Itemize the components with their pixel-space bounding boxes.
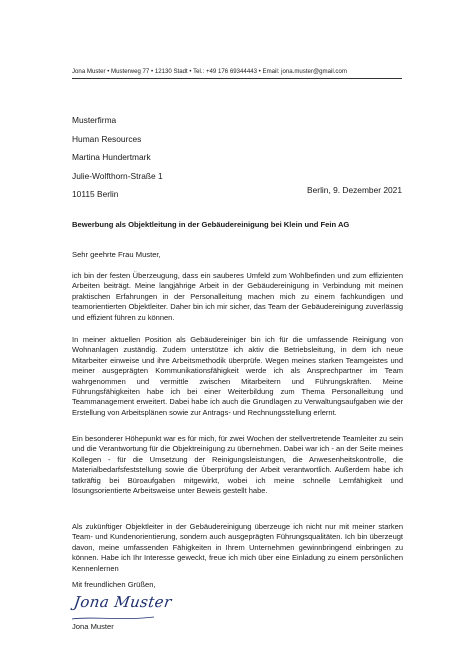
closing-phrase: Mit freundlichen Grüßen, (72, 580, 156, 589)
body-paragraph-2: In meiner aktuellen Position als Gebäudereiniger bin ich für die umfassende Reinigung von Wohnanlagen zuständig. Zudem unterstütze ich aktiv die Betriebsleitung, in dem ich neue Mitarbeiter einweise und ihre Arbeitsmethodik überprüfe. Wegen meines starken Teamgeistes und meiner ausgeprägten Kommunikationsfähigkeit werde ich als Ansprechpartner im Team wahrgenommen und vermittle zwischen Mitarbeitern und Führungskräften. Meine Führungsfähigkeiten habe ich bei einer Weiterbildung zum Thema Personalleitung und Teammanagement erweitert. Dabei habe ich auch die Grundlagen zu Verwaltungsaufgaben wie der Erstellung von Arbeitsplänen sowie zur Antrags- und Rechnungsstellung erlernt. (72, 335, 403, 417)
salutation: Sehr geehrte Frau Muster, (72, 250, 161, 259)
sender-line: Jona Muster • Musterweg 77 • 12130 Stadt • Tel.: +49 176 69344443 • Email: jona.muster@gmail.com (72, 68, 347, 75)
recipient-city: 10115 Berlin (72, 189, 119, 200)
signature-flourish (70, 614, 156, 622)
letter-date: Berlin, 9. Dezember 2021 (307, 185, 402, 195)
recipient-address (72, 111, 163, 204)
sender-divider (72, 78, 402, 79)
signer-name: Jona Muster (72, 622, 114, 631)
letter-subject: Bewerbung als Objektleitung in der Gebäudereinigung bei Klein und Fein AG (72, 220, 350, 229)
recipient-department: Human Resources (72, 133, 142, 144)
handwritten-signature: Jona Muster (72, 593, 173, 611)
recipient-street: Julie-Wolfthorn-Straße 1 (72, 170, 163, 181)
body-paragraph-1: ich bin der festen Überzeugung, dass ein sauberes Umfeld zum Wohlbefinden und zum effizienten Arbeiten beiträgt. Meine langjährige Arbeit in der Gebäudereinigung in Verbindung mit meinen praktischen Erfahrungen in der Personalleitung machen mich zu einem fachkundigen und teamorientierten Objektleiter. Daher bin ich mir sicher, das Team der Gebäudereinigung zuverlässig und effizient führen zu können. (72, 271, 403, 322)
body-paragraph-4: Als zukünftiger Objektleiter in der Gebäudereinigung überzeuge ich nicht nur mit meiner starken Team- und Kundenorientierung, sondern auch ausgeprägten Führungsqualitäten. Ich bin überzeugt davon, meine umfassenden Fähigkeiten in Ihrem Unternehmen gewinnbringend einbringen zu können. Habe ich Ihr Interesse geweckt, freue ich mich über eine Einladung zu einem persönlichen Kennenlernen (72, 522, 403, 573)
body-paragraph-3: Ein besonderer Höhepunkt war es für mich, für zwei Wochen der stellvertretende Teamleiter zu sein und die Verantwortung für die Objektreinigung zu übernehmen. Dabei war ich - an der Seite meines Kollegen - für die Umsetzung der Reinigungsleistungen, die Anwesenheitskontrolle, die Materialbedarfsfeststellung sowie die Überprüfung der Arbeit verantwortlich. Außerdem habe ich tatkräftig bei Büroaufgaben mitgewirkt, wobei ich meine schnelle Lernfähigkeit und lösungsorientierte Arbeitsweise unter Beweis gestellt habe. (72, 434, 403, 496)
recipient-company: Musterfirma (72, 115, 117, 125)
recipient-contact: Martina Hundertmark (72, 152, 151, 163)
